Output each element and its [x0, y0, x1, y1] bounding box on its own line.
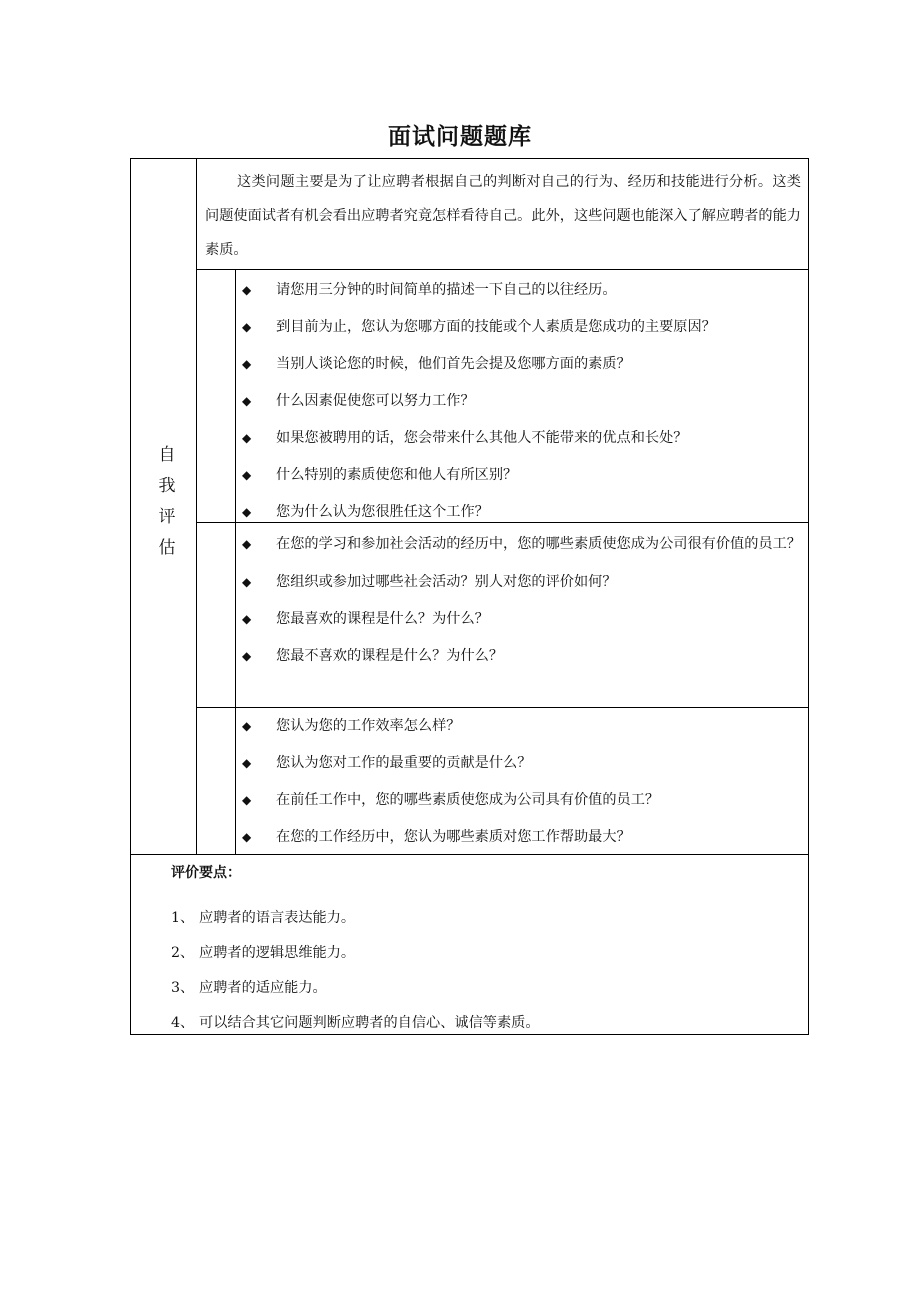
diamond-bullet-icon: ◆ [242, 468, 252, 482]
evaluation-point-text: 应聘者的语言表达能力。 [199, 910, 356, 926]
section-label: 自我评估 [154, 444, 175, 569]
diamond-bullet-icon: ◆ [242, 320, 252, 334]
question-item [236, 526, 806, 562]
question-text: 您组织或参加过哪些社会活动？别人对您的评价如何？ [276, 574, 617, 590]
evaluation-point [171, 971, 540, 1006]
question-item [236, 421, 806, 455]
question-item [236, 709, 806, 743]
evaluation-point-number: 1、 [171, 910, 195, 926]
evaluation-point [171, 901, 540, 936]
question-item [236, 602, 806, 636]
question-text: 在前任工作中，您的哪些素质使您成为公司具有价值的员工？ [276, 792, 660, 808]
question-group-1 [236, 273, 806, 532]
question-item [236, 310, 806, 344]
diamond-bullet-icon: ◆ [242, 431, 252, 445]
question-text: 什么因素促使您可以努力工作？ [276, 393, 475, 409]
diamond-bullet-icon: ◆ [242, 394, 252, 408]
diamond-bullet-icon: ◆ [242, 283, 252, 297]
question-text: 您为什么认为您很胜任这个工作？ [276, 504, 489, 520]
evaluation-point-text: 应聘者的适应能力。 [199, 980, 327, 996]
question-text: 您认为您的工作效率怎么样？ [276, 718, 461, 734]
question-group-2 [236, 526, 806, 676]
intro-row-divider [197, 269, 808, 270]
question-text: 您认为您对工作的最重要的贡献是什么？ [276, 755, 532, 771]
diamond-bullet-icon: ◆ [242, 612, 252, 626]
diamond-bullet-icon: ◆ [242, 505, 252, 519]
diamond-bullet-icon: ◆ [242, 575, 252, 589]
evaluation-heading: 评价要点： [171, 865, 241, 881]
document-title: 面试问题题库 [388, 124, 532, 150]
question-item [236, 565, 806, 599]
evaluation-point-number: 4、 [171, 1015, 195, 1031]
diamond-bullet-icon: ◆ [242, 537, 252, 551]
question-item [236, 639, 806, 673]
section-label-cell [131, 159, 197, 854]
question-table [130, 158, 809, 1035]
question-item [236, 820, 806, 854]
question-item [236, 783, 806, 817]
question-text: 请您用三分钟的时间简单的描述一下自己的以往经历。 [276, 282, 617, 298]
evaluation-point-number: 2、 [171, 945, 195, 961]
question-item [236, 273, 806, 307]
evaluation-point-text: 应聘者的逻辑思维能力。 [199, 945, 356, 961]
question-text: 如果您被聘用的话，您会带来什么其他人不能带来的优点和长处？ [276, 430, 688, 446]
evaluation-point-text: 可以结合其它问题判断应聘者的自信心、诚信等素质。 [199, 1015, 540, 1031]
diamond-bullet-icon: ◆ [242, 756, 252, 770]
section-intro: 这类问题主要是为了让应聘者根据自己的判断对自己的行为、经历和技能进行分析。这类问题使面试者有机会看出应聘者究竟怎样看待自己。此外，这些问题也能深入了解应聘者的能力素质。 [205, 174, 801, 258]
question-text: 您最喜欢的课程是什么？为什么？ [276, 611, 489, 627]
diamond-bullet-icon: ◆ [242, 649, 252, 663]
question-text: 您最不喜欢的课程是什么？为什么？ [276, 648, 504, 664]
evaluation-points [171, 901, 540, 1041]
group-divider-2 [197, 707, 808, 708]
diamond-bullet-icon: ◆ [242, 357, 252, 371]
question-text: 到目前为止，您认为您哪方面的技能或个人素质是您成功的主要原因？ [276, 319, 716, 335]
question-text: 当别人谈论您的时候，他们首先会提及您哪方面的素质？ [276, 356, 631, 372]
diamond-bullet-icon: ◆ [242, 830, 252, 844]
evaluation-point-number: 3、 [171, 980, 195, 996]
diamond-bullet-icon: ◆ [242, 793, 252, 807]
evaluation-point [171, 936, 540, 971]
evaluation-point [171, 1006, 540, 1041]
question-group-3 [236, 709, 806, 857]
question-item [236, 384, 806, 418]
question-item [236, 495, 806, 529]
diamond-bullet-icon: ◆ [242, 719, 252, 733]
question-item [236, 347, 806, 381]
question-text: 在您的工作经历中，您认为哪些素质对您工作帮助最大？ [276, 829, 631, 845]
question-item [236, 458, 806, 492]
question-item [236, 746, 806, 780]
question-text: 在您的学习和参加社会活动的经历中，您的哪些素质使您成为公司很有价值的员工？ [276, 536, 801, 552]
question-text: 什么特别的素质使您和他人有所区别？ [276, 467, 518, 483]
